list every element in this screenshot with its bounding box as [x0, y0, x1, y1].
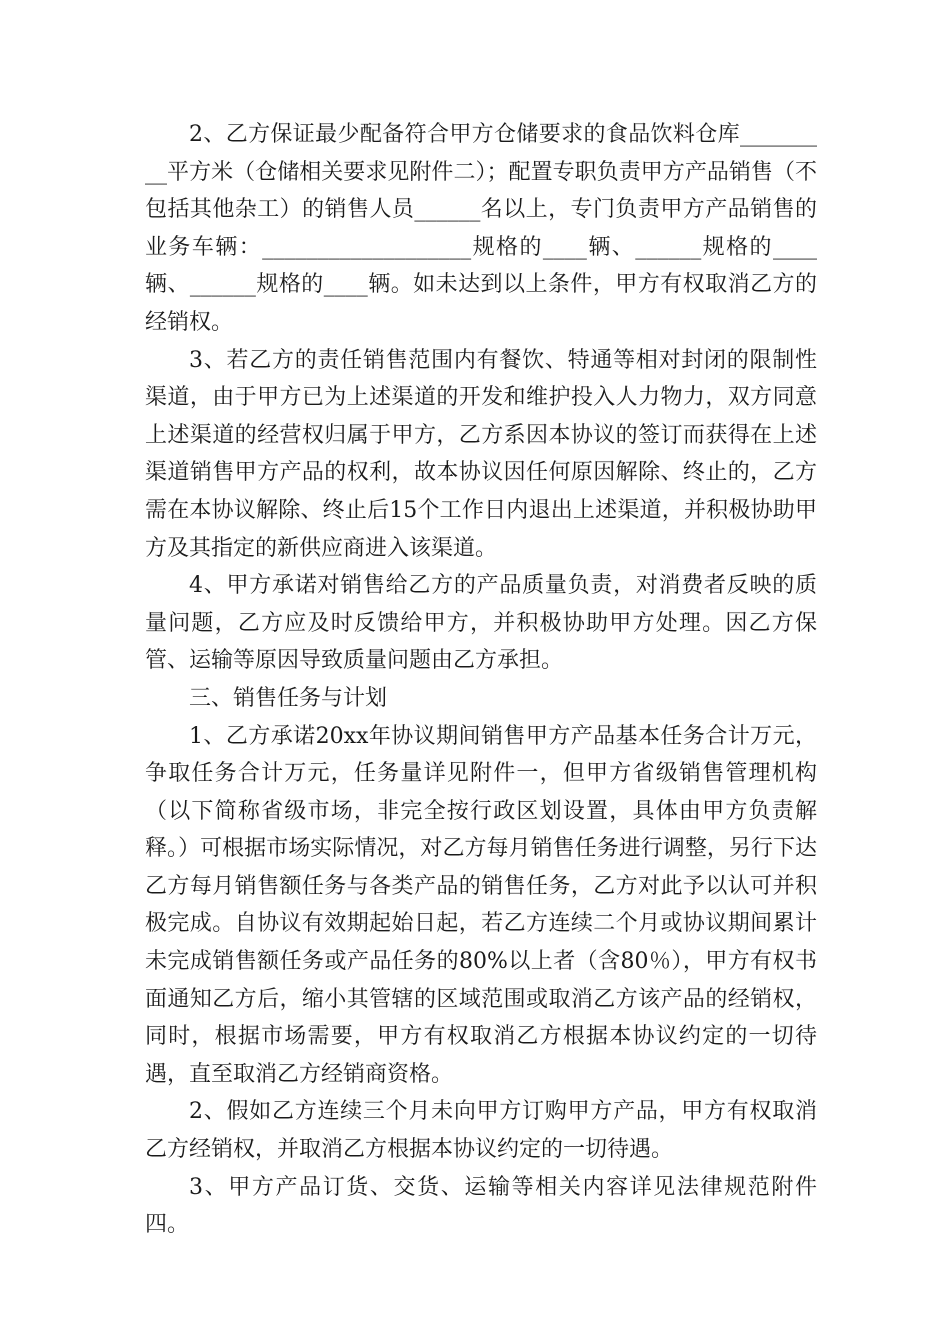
clause-1-sales-targets: 1、乙方承诺20xx年协议期间销售甲方产品基本任务合计万元，争取任务合计万元，任务量详见附件一，但甲方省级销售管理机构（以下简称省级市场，非完全按行政区划设置，具体由甲方负责解释。）可根据市场实际情况，对乙方每月销售任务进行调整，另行下达乙方每月销售额任务与各类产品的销售任务，乙方对此予以认可并积极完成。自协议有效期起始日起，若乙方连续二个月或协议期间累计未完成销售额任务或产品任务的80%以上者（含80％），甲方有权书面通知乙方后，缩小其管辖的区域范围或取消乙方该产品的经销权，同时，根据市场需要，甲方有权取消乙方根据本协议约定的一切待遇，直至取消乙方经销商资格。	[145, 723, 817, 1087]
clause-3-ordering-delivery: 3、甲方产品订货、交货、运输等相关内容详见法律规范附件四。	[145, 1174, 817, 1238]
clause-4-quality-responsibility: 4、甲方承诺对销售给乙方的产品质量负责，对消费者反映的质量问题，乙方应及时反馈给甲方，并积极协助甲方处理。因乙方保管、运输等原因导致质量问题由乙方承担。	[145, 573, 817, 674]
section-heading-sales-tasks: 三、销售任务与计划	[189, 685, 388, 711]
clause-2-no-orders: 2、假如乙方连续三个月未向甲方订购甲方产品，甲方有权取消乙方经销权，并取消乙方根据本协议约定的一切待遇。	[145, 1099, 817, 1163]
clause-2-storage-and-staff: 2、乙方保证最少配备符合甲方仓储要求的食品饮料仓库_________平方米（仓储相关要求见附件二）；配置专职负责甲方产品销售（不包括其他杂工）的销售人员______名以上，专门负责甲方产品销售的业务车辆：___________________规格的____辆、______规格的____辆、______规格的____辆。如未达到以上条件，甲方有权取消乙方的经销权。	[145, 122, 817, 335]
document-body	[145, 116, 817, 1244]
clause-3-restricted-channels: 3、若乙方的责任销售范围内有餐饮、特通等相对封闭的限制性渠道，由于甲方已为上述渠道的开发和维护投入人力物力，双方同意上述渠道的经营权归属于甲方，乙方系因本协议的签订而获得在上述渠道销售甲方产品的权利，故本协议因任何原因解除、终止的，乙方需在本协议解除、终止后15个工作日内退出上述渠道，并积极协助甲方及其指定的新供应商进入该渠道。	[145, 347, 817, 561]
